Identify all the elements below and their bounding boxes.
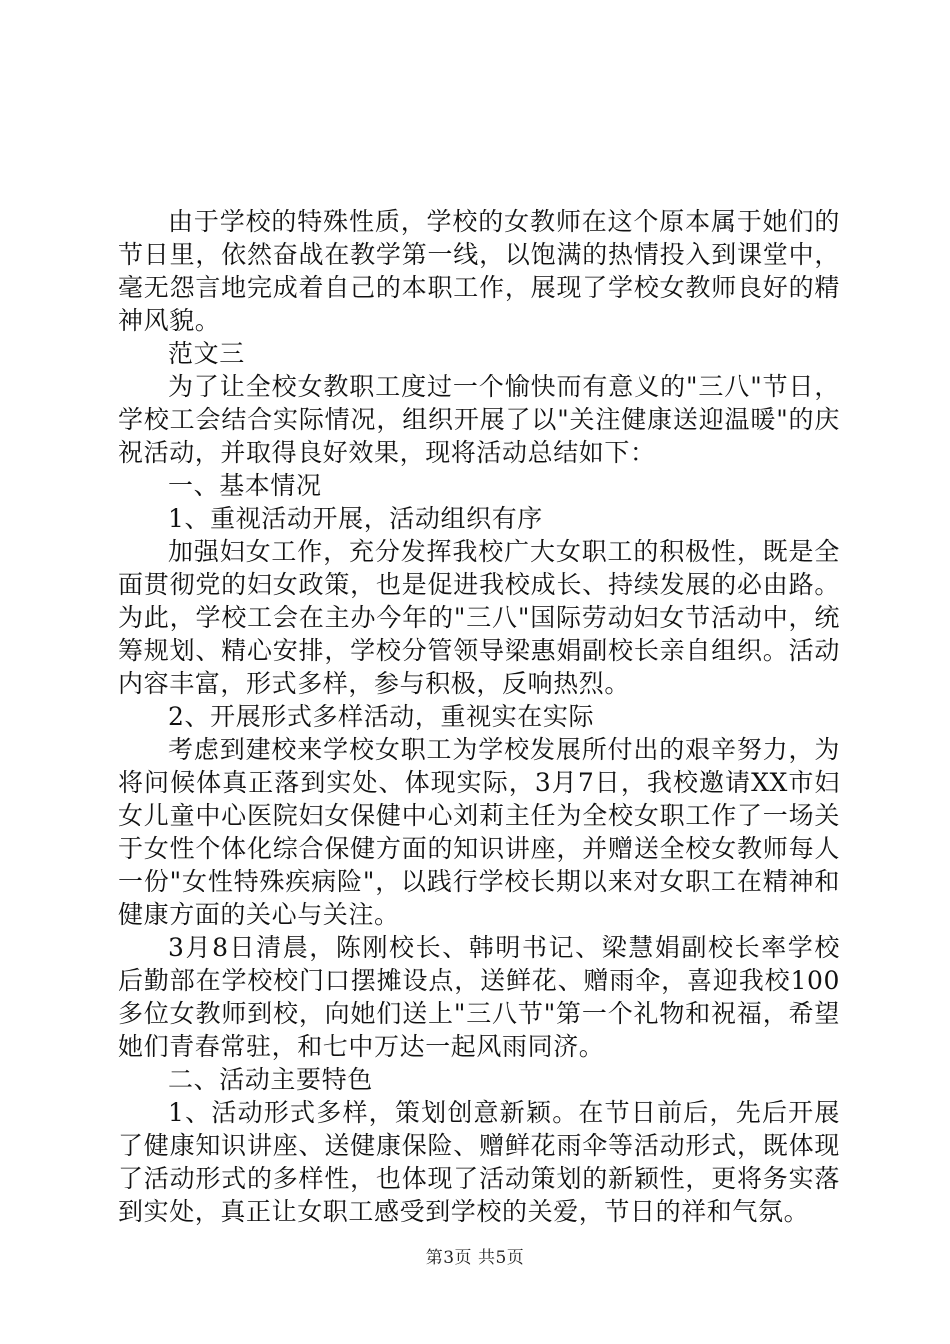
section-heading: 一、基本情况 bbox=[168, 471, 322, 500]
paragraph: 考虑到建校来学校女职工为学校发展所付出的艰辛努力，为将问候体真正落到实处、体现实际，3月7日，我校邀请XX市妇女儿童中心医院妇女保健中心刘莉主任为全校女职工作了一场关于女性个体化综合保健方面的知识讲座，并赠送全校女教师每人一份"女性特殊疾病险"，以践行学校长期以来对女职工在精神和健康方面的关心与关注。 bbox=[118, 735, 840, 929]
subsection-heading: 2、开展形式多样活动，重视实在实际 bbox=[168, 702, 595, 731]
subsection-heading: 1、重视活动开展，活动组织有序 bbox=[168, 504, 543, 533]
paragraph: 为了让全校女教职工度过一个愉快而有意义的"三八"节日，学校工会结合实际情况，组织开展了以"关注健康送迎温暖"的庆祝活动，并取得良好效果，现将活动总结如下： bbox=[118, 372, 840, 467]
paragraph: 1、活动形式多样，策划创意新颖。在节日前后，先后开展了健康知识讲座、送健康保险、赠鲜花雨伞等活动形式，既体现了活动形式的多样性，也体现了活动策划的新颖性，更将务实落到实处，真正让女职工感受到学校的关爱，节日的祥和气氛。 bbox=[118, 1098, 840, 1226]
section-title: 范文三 bbox=[168, 339, 245, 368]
paragraph: 加强妇女工作，充分发挥我校广大女职工的积极性，既是全面贯彻党的妇女政策，也是促进我校成长、持续发展的必由路。为此，学校工会在主办今年的"三八"国际劳动妇女节活动中，统筹规划、精心安排，学校分管领导梁惠娟副校长亲自组织。活动内容丰富，形式多样，参与积极，反响热烈。 bbox=[118, 537, 840, 698]
paragraph: 3月8日清晨，陈刚校长、韩明书记、梁慧娟副校长率学校后勤部在学校校门口摆摊设点，送鲜花、赠雨伞，喜迎我校100多位女教师到校，向她们送上"三八节"第一个礼物和祝福，希望她们青春常驻，和七中万达一起风雨同济。 bbox=[118, 933, 840, 1061]
page-number-footer: 第3页 共5页 bbox=[425, 1248, 525, 1268]
paragraph: 由于学校的特殊性质，学校的女教师在这个原本属于她们的节日里，依然奋战在教学第一线，以饱满的热情投入到课堂中，毫无怨言地完成着自己的本职工作，展现了学校女教师良好的精神风貌。 bbox=[118, 207, 840, 335]
section-heading: 二、活动主要特色 bbox=[168, 1065, 373, 1094]
document-body bbox=[118, 205, 840, 1228]
